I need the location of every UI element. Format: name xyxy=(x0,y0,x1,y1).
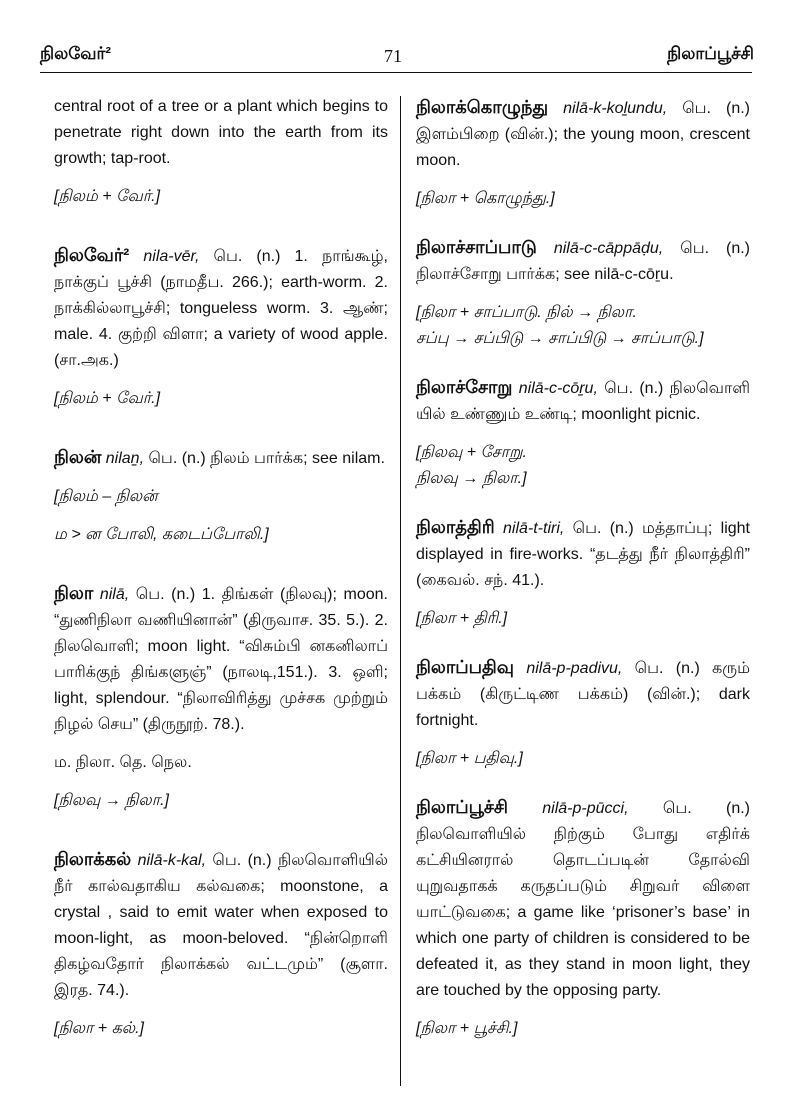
transliteration: nilā, xyxy=(99,586,130,603)
entry-nilattiri xyxy=(416,514,750,594)
entry-nilakkozhundhu xyxy=(416,94,750,174)
transliteration: nilā-c-cōṟu, xyxy=(518,380,598,397)
transliteration: nila-vēr, xyxy=(143,248,200,265)
entry-nilakkal xyxy=(54,846,388,1004)
page-header xyxy=(0,44,800,74)
etymology: [நிலம் – நிலன் xyxy=(54,488,158,505)
etymology: [நிலம் + வேர்.] xyxy=(54,188,161,205)
etymology: [நிலம் + வேர்.] xyxy=(54,390,161,407)
left-running-head: நிலவேர்² xyxy=(40,44,112,63)
headword: நிலாத்திரி xyxy=(416,517,495,537)
right-running-head: நிலாப்பூச்சி xyxy=(667,44,754,63)
entry-nilaver xyxy=(54,242,388,374)
transliteration: nilā-c-cāppāḍu, xyxy=(553,240,664,257)
headword: நிலாக்கொழுந்து xyxy=(416,97,549,117)
entry-nilappucci xyxy=(416,794,750,1004)
headword: நிலவேர்² xyxy=(54,245,130,265)
definition: பெ. (n.) 1. திங்கள் (நிலவு); moon. “துணிநிலா வணியினான்” (திருவாச. 35. 5.). 2. நிலவொளி; moon light. “விசும்பி னகனிலாப் பாரிக்குந் திங்களுஞ்” (நாலடி,151.). 3. ஒளி; light, splendour. “நிலாவிரித்து முச்சக முற்றும் நிழல் செய” (திருநூற். 78.). xyxy=(54,586,388,733)
etymology: [நிலவு + சோறு. xyxy=(416,444,527,461)
headword: நிலாப்பூச்சி xyxy=(416,797,508,817)
entry-nilappadivu xyxy=(416,654,750,734)
etymology: [நிலா + திரி.] xyxy=(416,610,508,627)
headword: நிலாச்சாப்பாடு xyxy=(416,237,537,257)
etymology: சப்பு → சப்பிடு → சாப்பிடு → சாப்பாடு.] xyxy=(416,330,704,347)
definition: பெ. (n.) 1. நாங்கூழ், நாக்குப் பூச்சி (நாமதீப. 266.); earth-worm. 2. நாக்கில்லாபூச்சி; tongueless worm. 3. ஆண்; male. 4. குற்றி விளா; a variety of wood apple. (சா.அக.) xyxy=(54,248,388,369)
etymology: நிலவு → நிலா.] xyxy=(416,470,527,487)
right-column xyxy=(416,94,750,1042)
definition: பெ. (n.) நிலம் பார்க்க; see nilam. xyxy=(148,450,385,467)
header-rule xyxy=(40,72,752,73)
definition: பெ. (n.) இளம்பிறை (வின்.); the young moon, crescent moon. xyxy=(416,100,750,169)
left-column xyxy=(54,94,388,1042)
definition: பெ. (n.) கரும் பக்கம் (கிருட்டிண பக்கம்) (வின்.); dark fortnight. xyxy=(416,660,750,729)
transliteration: nilā-k-koḻundu, xyxy=(563,100,668,117)
cognates: ம. நிலா. தெ. நெல. xyxy=(54,754,192,771)
entry-nilaccoru xyxy=(416,374,750,428)
transliteration: nilaṉ, xyxy=(105,450,145,467)
entry-nilan xyxy=(54,444,388,472)
entry-nila xyxy=(54,580,388,738)
entry-nilaccappadu xyxy=(416,234,750,288)
definition: பெ. (n.) மத்தாப்பு; light displayed in fire-works. “தடத்து நீர் நிலாத்திரி” (கைவல். சந். 41.). xyxy=(416,520,750,589)
transliteration: nilā-p-pūcci, xyxy=(542,800,629,817)
headword: நிலாக்கல் xyxy=(54,849,132,869)
etymology: [நிலா + சாப்பாடு. நில் → நிலா. xyxy=(416,304,637,321)
transliteration: nilā-t-tiri, xyxy=(502,520,565,537)
page-number: 71 xyxy=(384,46,402,66)
etymology: [நிலா + கல்.] xyxy=(54,1020,144,1037)
definition: பெ. (n.) நிலவொளி யில் உண்ணும் உண்டி; moonlight picnic. xyxy=(416,380,750,423)
etymology: [நிலவு → நிலா.] xyxy=(54,792,169,809)
etymology: [நிலா + பதிவு.] xyxy=(416,750,523,767)
etymology: [நிலா + பூச்சி.] xyxy=(416,1020,518,1037)
transliteration: nilā-p-padivu, xyxy=(526,660,623,677)
headword: நிலன் xyxy=(54,447,102,467)
definition: பெ. (n.) நிலவொளியில் நிற்கும் போது எதிர்க் கட்சியினரால் தொடப்படின் தோல்வி யுறுவதாகக் கருதப்படும் சிறுவர் விளை யாட்டுவகை; a game like ‘prisoner’s base’ in which one party of children is considered to be defeated it, as they stand in moon light, they are touched by the opposing party. xyxy=(416,800,750,999)
continued-definition: central root of a tree or a plant which begins to penetrate right down into the earth from its growth; tap-root. xyxy=(54,98,388,167)
definition: பெ. (n.) நிலவொளியில் நீர் கால்வதாகிய கல்வகை; moonstone, a crystal , said to emit water when exposed to moon-light, as moon-beloved. “நின்றொளி திகழ்வதோர் நிலாக்கல் வட்டமும்” (சூளா. இரத. 74.). xyxy=(54,852,388,999)
etymology: ம > ன போலி, கடைப்போலி.] xyxy=(54,526,269,543)
etymology: [நிலா + கொழுந்து.] xyxy=(416,190,555,207)
column-divider xyxy=(400,96,401,1086)
headword: நிலா xyxy=(54,583,94,603)
headword: நிலாச்சோறு xyxy=(416,377,513,397)
headword: நிலாப்பதிவு xyxy=(416,657,515,677)
transliteration: nilā-k-kal, xyxy=(137,852,207,869)
definition: பெ. (n.) நிலாச்சோறு பார்க்க; see nilā-c-cōṟu. xyxy=(416,240,751,283)
